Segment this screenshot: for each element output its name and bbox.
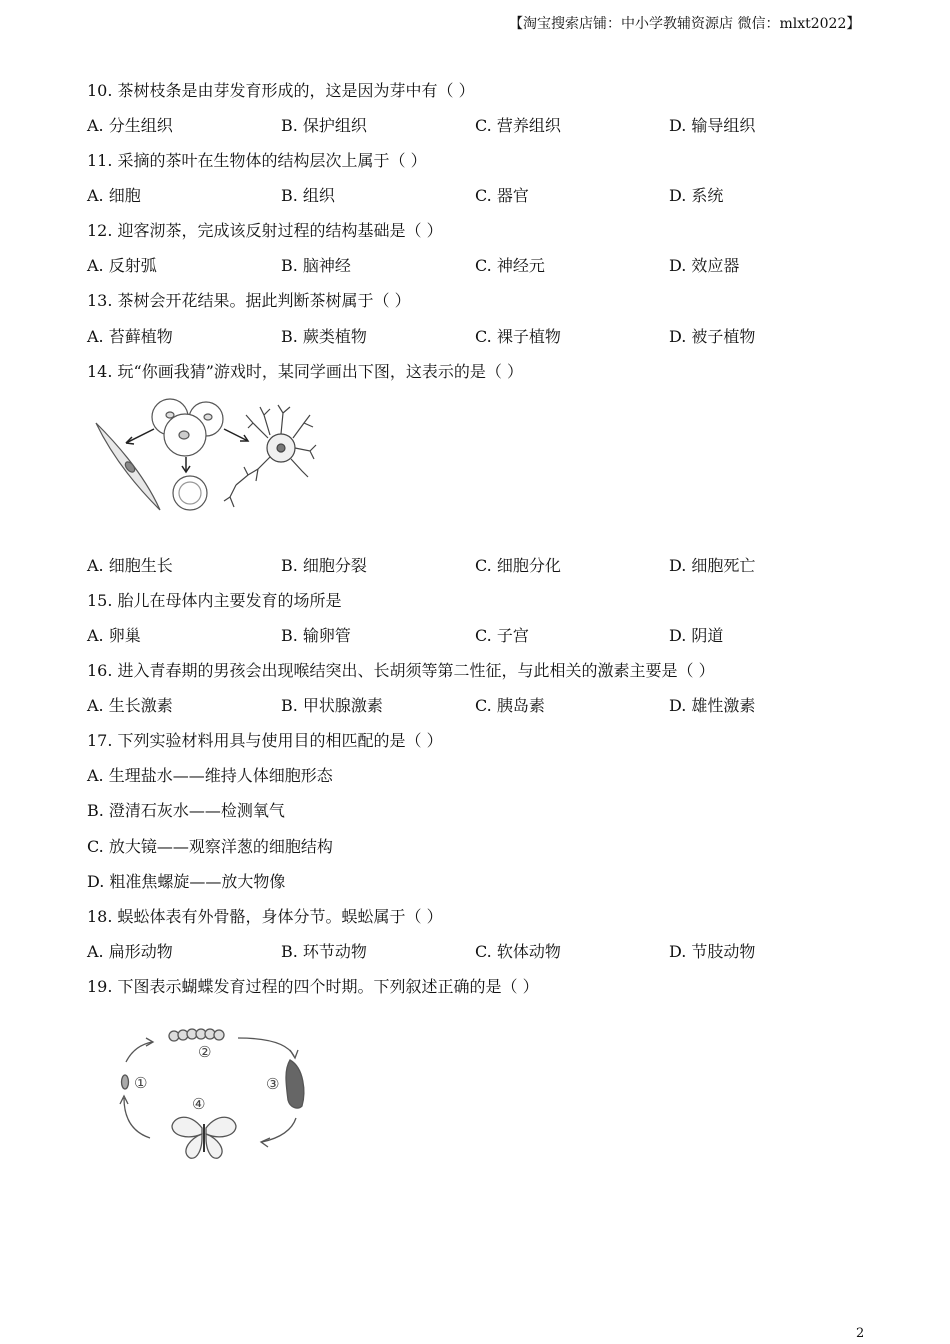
option-c: C. 营养组织 (475, 116, 561, 135)
arrow-larva-to-pupa (238, 1038, 294, 1056)
question-18-options (87, 942, 887, 962)
page-number: 2 (856, 1326, 865, 1341)
option-c: C. 细胞分化 (475, 556, 561, 575)
pupa-icon (286, 1060, 304, 1108)
question-17-stem: 17. 下列实验材料用具与使用目的相匹配的是（ ） (87, 731, 443, 750)
option-a: A. 反射弧 (87, 256, 157, 275)
question-11-options (87, 186, 887, 206)
question-14-options (87, 556, 887, 576)
option-b: B. 细胞分裂 (281, 556, 367, 575)
butterfly-lifecycle-figure (110, 1020, 320, 1165)
option-a: A. 扁形动物 (87, 942, 173, 961)
red-blood-cell (173, 476, 207, 510)
question-15-options (87, 626, 887, 646)
question-12-options (87, 256, 887, 276)
option-c: C. 子宫 (475, 626, 529, 645)
option-d: D. 被子植物 (669, 327, 756, 346)
option-d: D. 系统 (669, 186, 724, 205)
stage-label-2: ② (198, 1043, 212, 1061)
cell-differentiation-figure (88, 393, 320, 523)
option-b: B. 环节动物 (281, 942, 367, 961)
question-17-option-c: C. 放大镜——观察洋葱的细胞结构 (87, 837, 333, 856)
option-d: D. 输导组织 (669, 116, 756, 135)
question-11-stem: 11. 采摘的茶叶在生物体的结构层次上属于（ ） (87, 151, 427, 170)
question-15-stem: 15. 胎儿在母体内主要发育的场所是 (87, 591, 342, 610)
option-a: A. 生长激素 (87, 696, 173, 715)
question-12-stem: 12. 迎客沏茶，完成该反射过程的结构基础是（ ） (87, 221, 443, 240)
nucleus (179, 431, 189, 439)
question-17-option-b: B. 澄清石灰水——检测氧气 (87, 801, 285, 820)
option-d: D. 效应器 (669, 256, 740, 275)
stage-label-3: ③ (266, 1075, 280, 1093)
egg-icon (122, 1075, 129, 1089)
option-a: A. 分生组织 (87, 116, 173, 135)
question-19-stem: 19. 下图表示蝴蝶发育过程的四个时期。下列叙述正确的是（ ） (87, 977, 539, 996)
question-10-stem: 10. 茶树枝条是由芽发育形成的，这是因为芽中有（ ） (87, 81, 475, 100)
question-18-stem: 18. 蜈蚣体表有外骨骼，身体分节。蜈蚣属于（ ） (87, 907, 443, 926)
page-header: 【淘宝搜索店铺：中小学教辅资源店 微信：mlxt2022】 (509, 16, 861, 32)
option-a: A. 卵巢 (87, 626, 141, 645)
option-b: B. 保护组织 (281, 116, 367, 135)
option-c: C. 软体动物 (475, 942, 561, 961)
butterfly-icon (172, 1117, 236, 1158)
option-d: D. 节肢动物 (669, 942, 756, 961)
option-b: B. 甲状腺激素 (281, 696, 383, 715)
neuron (224, 405, 316, 507)
option-b: B. 蕨类植物 (281, 327, 367, 346)
question-14-stem: 14. 玩“你画我猜”游戏时，某同学画出下图，这表示的是（ ） (87, 362, 523, 381)
question-17-option-d: D. 粗准焦螺旋——放大物像 (87, 872, 286, 891)
option-c: C. 裸子植物 (475, 327, 561, 346)
option-b: B. 输卵管 (281, 626, 351, 645)
arrow-pupa-to-adult (262, 1118, 296, 1142)
option-d: D. 细胞死亡 (669, 556, 756, 575)
question-13-options (87, 327, 887, 347)
question-17-option-a: A. 生理盐水——维持人体细胞形态 (87, 766, 333, 785)
option-a: A. 细胞生长 (87, 556, 173, 575)
option-b: B. 脑神经 (281, 256, 351, 275)
option-d: D. 雄性激素 (669, 696, 756, 715)
option-c: C. 胰岛素 (475, 696, 545, 715)
option-b: B. 组织 (281, 186, 335, 205)
stage-label-4: ④ (192, 1095, 206, 1113)
option-c: C. 器官 (475, 186, 529, 205)
option-a: A. 细胞 (87, 186, 141, 205)
option-c: C. 神经元 (475, 256, 545, 275)
question-16-options (87, 696, 887, 716)
option-d: D. 阴道 (669, 626, 724, 645)
question-16-stem: 16. 进入青春期的男孩会出现喉结突出、长胡须等第二性征，与此相关的激素主要是（ ） (87, 661, 715, 680)
option-a: A. 苔藓植物 (87, 327, 173, 346)
stage-label-1: ① (134, 1074, 148, 1092)
question-10-options (87, 116, 887, 136)
larva-icon (169, 1029, 224, 1041)
question-13-stem: 13. 茶树会开花结果。据此判断茶树属于（ ） (87, 291, 411, 310)
